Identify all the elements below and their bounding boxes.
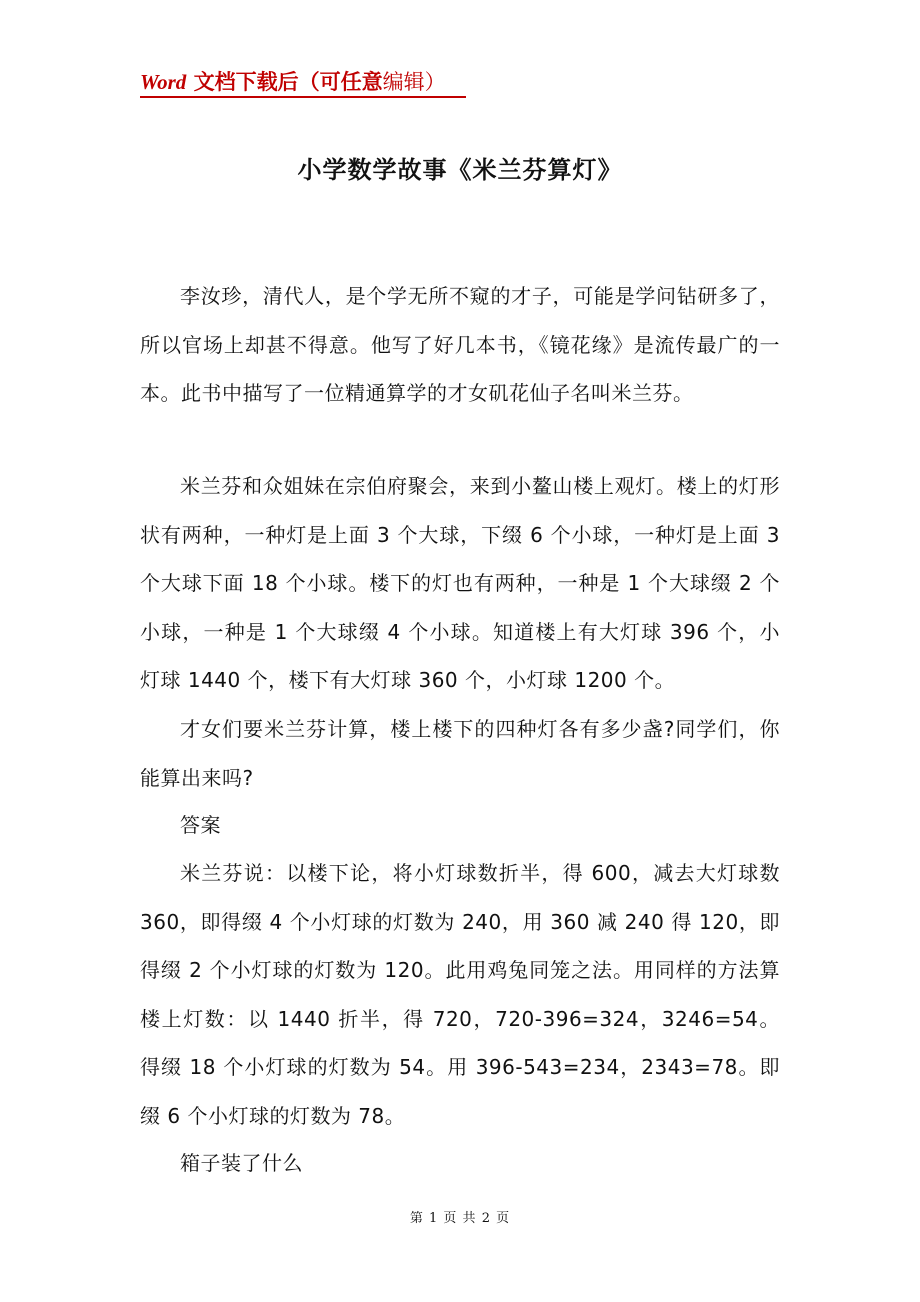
paragraph-question: 才女们要米兰芬计算，楼上楼下的四种灯各有多少盏?同学们，你能算出来吗? xyxy=(140,717,780,790)
header-download-text: 文档下载后（可任意 xyxy=(186,70,383,94)
paragraph-answer-heading: 答案 xyxy=(180,813,221,837)
header-edit-text: 编辑） xyxy=(382,70,446,94)
page-title: 小学数学故事《米兰芬算灯》 xyxy=(297,156,623,184)
header-banner xyxy=(140,68,466,98)
paragraph-intro: 李汝珍，清代人，是个学无所不窥的才子，可能是学问钻研多了，所以官场上却甚不得意。他写了好几本书，《镜花缘》是流传最广的一本。此书中描写了一位精通算学的才女矶花仙子名叫米兰芬。 xyxy=(140,284,780,405)
header-word: Word xyxy=(140,70,187,94)
paragraph-next-heading: 箱子装了什么 xyxy=(180,1151,303,1175)
paragraph-answer: 米兰芬说：以楼下论，将小灯球数折半，得 600，减去大灯球数 360，即得缀 4 个小灯球的灯数为 240，用 360 减 240 得 120，即得缀 2 个小灯球的灯数为 120。此用鸡兔同笼之法。用同样的方法算楼上灯数：以 1440 折半，得 720，720-396=324，3246=54。得缀 18 个小灯球的灯数为 54。用 396-543=234，2343=78。即缀 6 个小灯球的灯数为 78。 xyxy=(140,861,780,1128)
paragraph-problem: 米兰芬和众姐妹在宗伯府聚会，来到小鳌山楼上观灯。楼上的灯形状有两种，一种灯是上面 3 个大球，下缀 6 个小球，一种灯是上面 3 个大球下面 18 个小球。楼下的灯也有两种，一种是 1 个大球缀 2 个小球，一种是 1 个大球缀 4 个小球。知道楼上有大灯球 396 个，小灯球 1440 个，楼下有大灯球 360 个，小灯球 1200 个。 xyxy=(140,474,780,692)
page-number: 第 1 页 共 2 页 xyxy=(409,1211,511,1226)
